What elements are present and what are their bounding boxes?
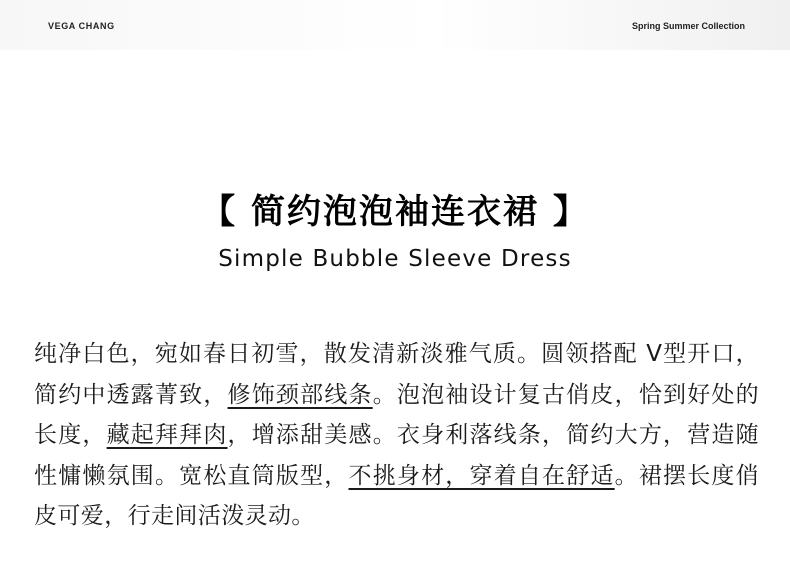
description-text: ，增添甜美感。衣身利落线条，简约大方，营造随性慵懒氛围。宽松直筒版型， (34, 422, 759, 489)
description-text: 纯净白色，宛如春日初雪，散发清新淡雅气质。圆领搭配 V型开口，简约中透露菁致， (34, 341, 759, 408)
product-title-english: Simple Bubble Sleeve Dress (218, 246, 572, 272)
product-title-chinese: 【 简约泡泡袖连衣裙 】 (201, 192, 589, 232)
description-text: 。裙摆长度俏皮可爱，行走间活泼灵动。 (34, 462, 760, 529)
highlight-neckline: 修饰颈部线条 (227, 381, 373, 408)
collection-label: Spring Summer Collection (631, 21, 745, 31)
highlight-arms: 藏起拜拜肉 (106, 422, 228, 448)
highlight-fit: 不挑身材，穿着自在舒适 (348, 462, 615, 489)
product-description (34, 334, 759, 537)
header-bar (0, 0, 790, 50)
description-text: 。泡泡袖设计复古俏皮，恰到好处的长度， (34, 381, 759, 448)
brand-name: VEGA CHANG (48, 21, 115, 31)
